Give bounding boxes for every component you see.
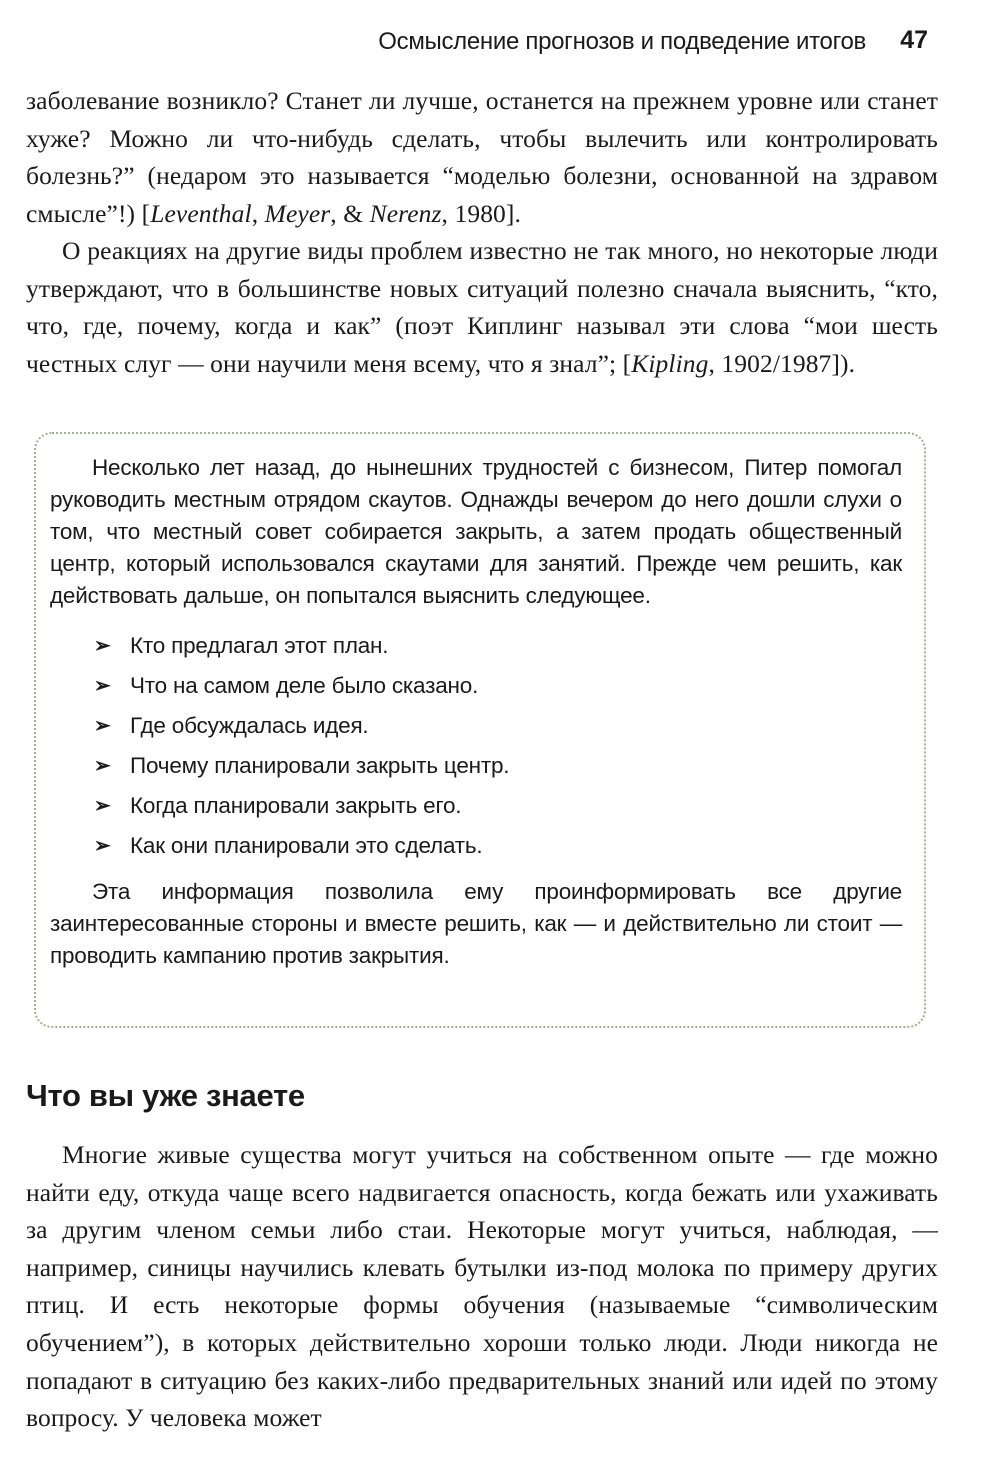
citation-meyer: Meyer <box>264 198 331 228</box>
section-heading: Что вы уже знаете <box>26 1078 305 1113</box>
arrowhead-bullet-icon: ➢ <box>94 715 111 737</box>
list-item: ➢ Почему планировали закрыть центр. <box>50 746 902 786</box>
arrowhead-bullet-icon: ➢ <box>94 795 111 817</box>
list-item: ➢ Кто предлагал этот план. <box>50 626 902 666</box>
para1-sep-2: , & <box>330 198 370 228</box>
list-item: ➢ Что на самом деле было сказано. <box>50 666 902 706</box>
para2-text-b: , 1902/1987]). <box>708 348 856 378</box>
list-item: ➢ Когда планировали закрыть его. <box>50 786 902 826</box>
para1-text-b: , 1980]. <box>441 198 521 228</box>
arrowhead-bullet-icon: ➢ <box>94 675 111 697</box>
arrowhead-bullet-icon: ➢ <box>94 635 111 657</box>
list-item: ➢ Где обсуждалась идея. <box>50 706 902 746</box>
citation-leventhal: Leventhal <box>150 198 252 228</box>
arrowhead-bullet-icon: ➢ <box>94 835 111 857</box>
callout-outro: Эта информация позволила ему проинформировать все другие заинтересованные стороны и вместе решить, как — и действительно ли стоит — проводить кампанию против закрытия. <box>50 879 902 968</box>
page-number: 47 <box>900 26 928 54</box>
citation-nerenz: Nerenz <box>369 198 442 228</box>
body-paragraph-1 <box>26 82 938 232</box>
section-paragraph: Многие живые существа могут учиться на собственном опыте — где можно найти еду, откуда чаще всего надвигается опасность, когда бежать или ухаживать за другим членом семьи либо стаи. Некоторые могут учиться, наблюдая, — например, синицы научились клевать бутылки из-под молока по примеру других птиц. И есть некоторые формы обучения (называемые “символическим обучением”), в которых действительно хороши только люди. Люди никогда не попадают в ситуацию без каких-либо предварительных знаний или идей по этому вопросу. У человека может <box>26 1140 938 1433</box>
callout-intro: Несколько лет назад, до нынешних трудностей с бизнесом, Питер помогал руководить местным отрядом скаутов. Однажды вечером до него дошли слухи о том, что местный совет собирается закрыть, а затем продать общественный центр, который использовался скаутами для занятий. Прежде чем решить, как действовать дальше, он попытался выяснить следующее. <box>50 455 902 608</box>
list-item: ➢ Как они планировали это сделать. <box>50 826 902 866</box>
para2-text-a: О реакциях на другие виды проблем известно не так много, но некоторые люди утверждают, что в большинстве новых ситуаций полезно сначала выяснить, “кто, что, где, почему, когда и как” (поэт Киплинг называл эти слова “мои шесть честных слуг — они научили меня всему, что я знал”; [ <box>26 236 938 378</box>
body-paragraph-2 <box>26 232 938 382</box>
para1-sep-1: , <box>251 198 265 228</box>
citation-kipling: Kipling <box>631 348 709 378</box>
callout-content <box>50 452 902 972</box>
callout-bullet-list <box>50 626 902 866</box>
arrowhead-bullet-icon: ➢ <box>94 755 111 777</box>
para1-text-a: заболевание возникло? Станет ли лучше, останется на прежнем уровне или станет хуже? Можно ли что-нибудь сделать, чтобы вылечить или контролировать болезнь?” (недаром это называется “моделью болезни, основанной на здравом смысле”!) [ <box>26 86 938 228</box>
page-header <box>0 22 1000 62</box>
running-title: Осмысление прогнозов и подведение итогов <box>378 28 866 55</box>
